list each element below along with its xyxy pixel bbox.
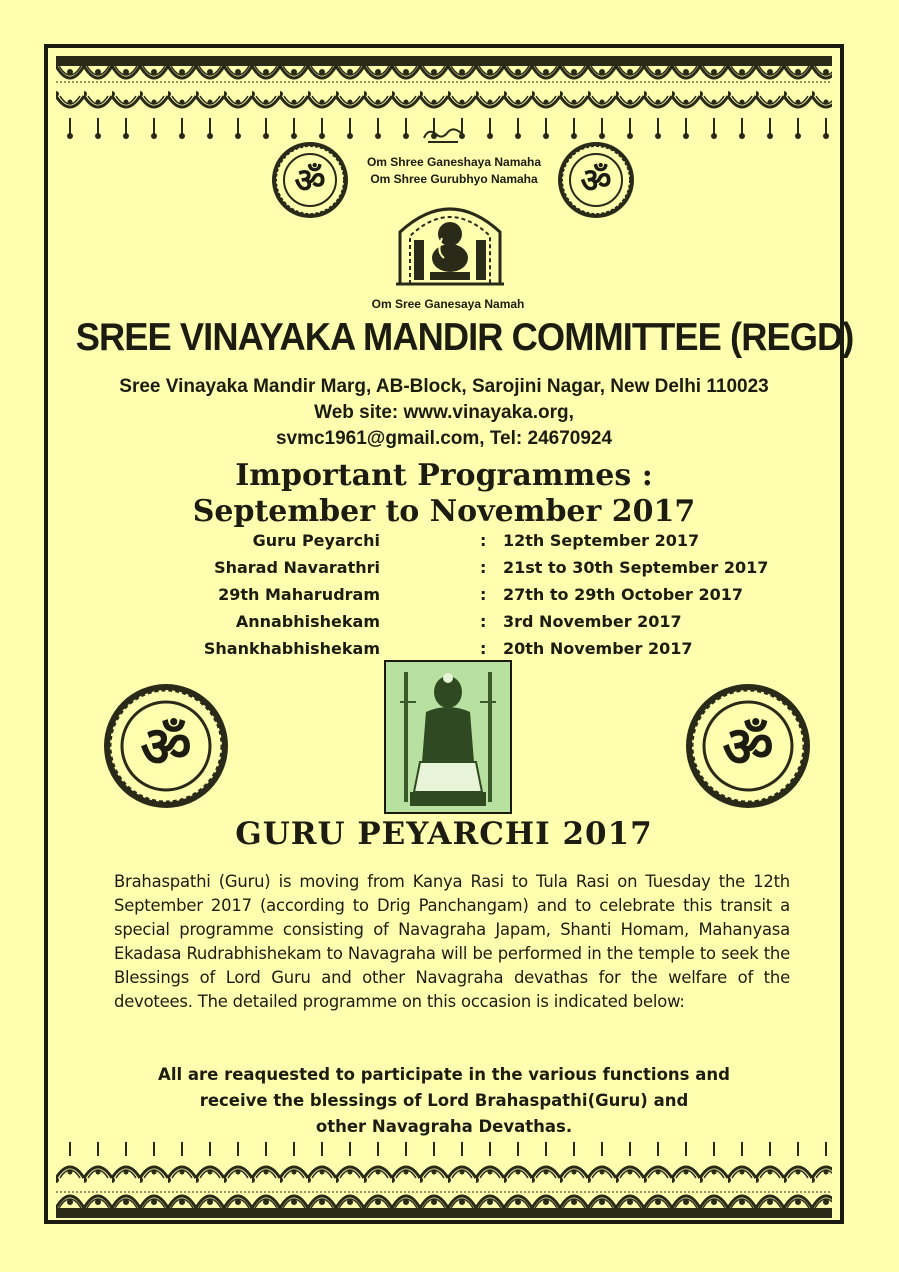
programme-separator: : (480, 639, 487, 658)
mantra-line: Om Shree Gurubhyo Namaha (370, 172, 538, 186)
programme-separator: : (480, 531, 487, 550)
programme-name: Sharad Navarathri (214, 558, 380, 577)
programme-row (48, 528, 840, 554)
closing-line: other Navagraha Devathas. (315, 1117, 573, 1136)
ganesha-temple-icon (392, 192, 508, 292)
contact-line: svmc1961@gmail.com, Tel: 24670924 (275, 428, 613, 449)
programme-name: Guru Peyarchi (252, 531, 380, 550)
om-icon (556, 140, 636, 224)
mantra-block (344, 154, 564, 188)
guru-deity-image (384, 660, 512, 814)
closing-line: All are reaquested to participate in the various functions and (158, 1065, 730, 1084)
programmes-heading: Important Programmes : (235, 458, 653, 493)
programme-row (48, 636, 840, 662)
svg-text:ॐ: ॐ (722, 715, 774, 780)
programmes-subheading: September to November 2017 (192, 494, 696, 529)
programme-name: Annabhishekam (235, 612, 380, 631)
programme-separator: : (480, 585, 487, 604)
website-line: Web site: www.vinayaka.org, (314, 402, 574, 423)
programme-date: 3rd November 2017 (503, 612, 682, 631)
om-icon (684, 682, 812, 814)
svg-text:ॐ: ॐ (140, 715, 192, 780)
programme-separator: : (480, 612, 487, 631)
programme-date: 20th November 2017 (503, 639, 693, 658)
programme-row (48, 555, 840, 581)
programme-date: 12th September 2017 (503, 531, 700, 550)
svg-text:ॐ: ॐ (294, 161, 326, 201)
small-om-sign-icon (418, 124, 468, 150)
om-icon (102, 682, 230, 814)
guru-peyarchi-paragraph (114, 870, 790, 1014)
organization-title: SREE VINAYAKA MANDIR COMMITTEE (REGD) (75, 316, 854, 359)
svg-text:ॐ: ॐ (580, 161, 612, 201)
paragraph-text: Brahaspathi (Guru) is moving from Kanya Rasi to Tula Rasi on Tuesday the 12th September 2017 (according to Drig Panchangam) and to celebrate this transit a special programme consisting of Navagraha Japam, Shanti Homam, Mahanyasa Ekadasa Rudrabhishekam to Navagraha will be performed in the temple to seek the Blessings of Lord Guru and other Navagraha devathas for the welfare of the devotees. The detailed programme on this occasion is indicated below: (114, 872, 790, 1011)
guru-peyarchi-heading: GURU PEYARCHI 2017 (235, 816, 653, 852)
programme-separator: : (480, 558, 487, 577)
closing-line: receive the blessings of Lord Brahaspathi(Guru) and (199, 1091, 689, 1110)
programme-name: Shankhabhishekam (203, 639, 380, 658)
address-line: Sree Vinayaka Mandir Marg, AB-Block, Sarojini Nagar, New Delhi 110023 (119, 376, 769, 397)
mantra-line: Om Sree Ganesaya Namah (371, 297, 525, 311)
programme-row (48, 582, 840, 608)
bottom-ornamental-border (56, 1142, 832, 1218)
programme-row (48, 609, 840, 635)
poster-frame (44, 44, 854, 1224)
programme-date: 27th to 29th October 2017 (503, 585, 743, 604)
mantra-line: Om Shree Ganeshaya Namaha (366, 155, 542, 169)
om-icon (270, 140, 350, 224)
programme-name: 29th Maharudram (218, 585, 380, 604)
programme-date: 21st to 30th September 2017 (503, 558, 769, 577)
